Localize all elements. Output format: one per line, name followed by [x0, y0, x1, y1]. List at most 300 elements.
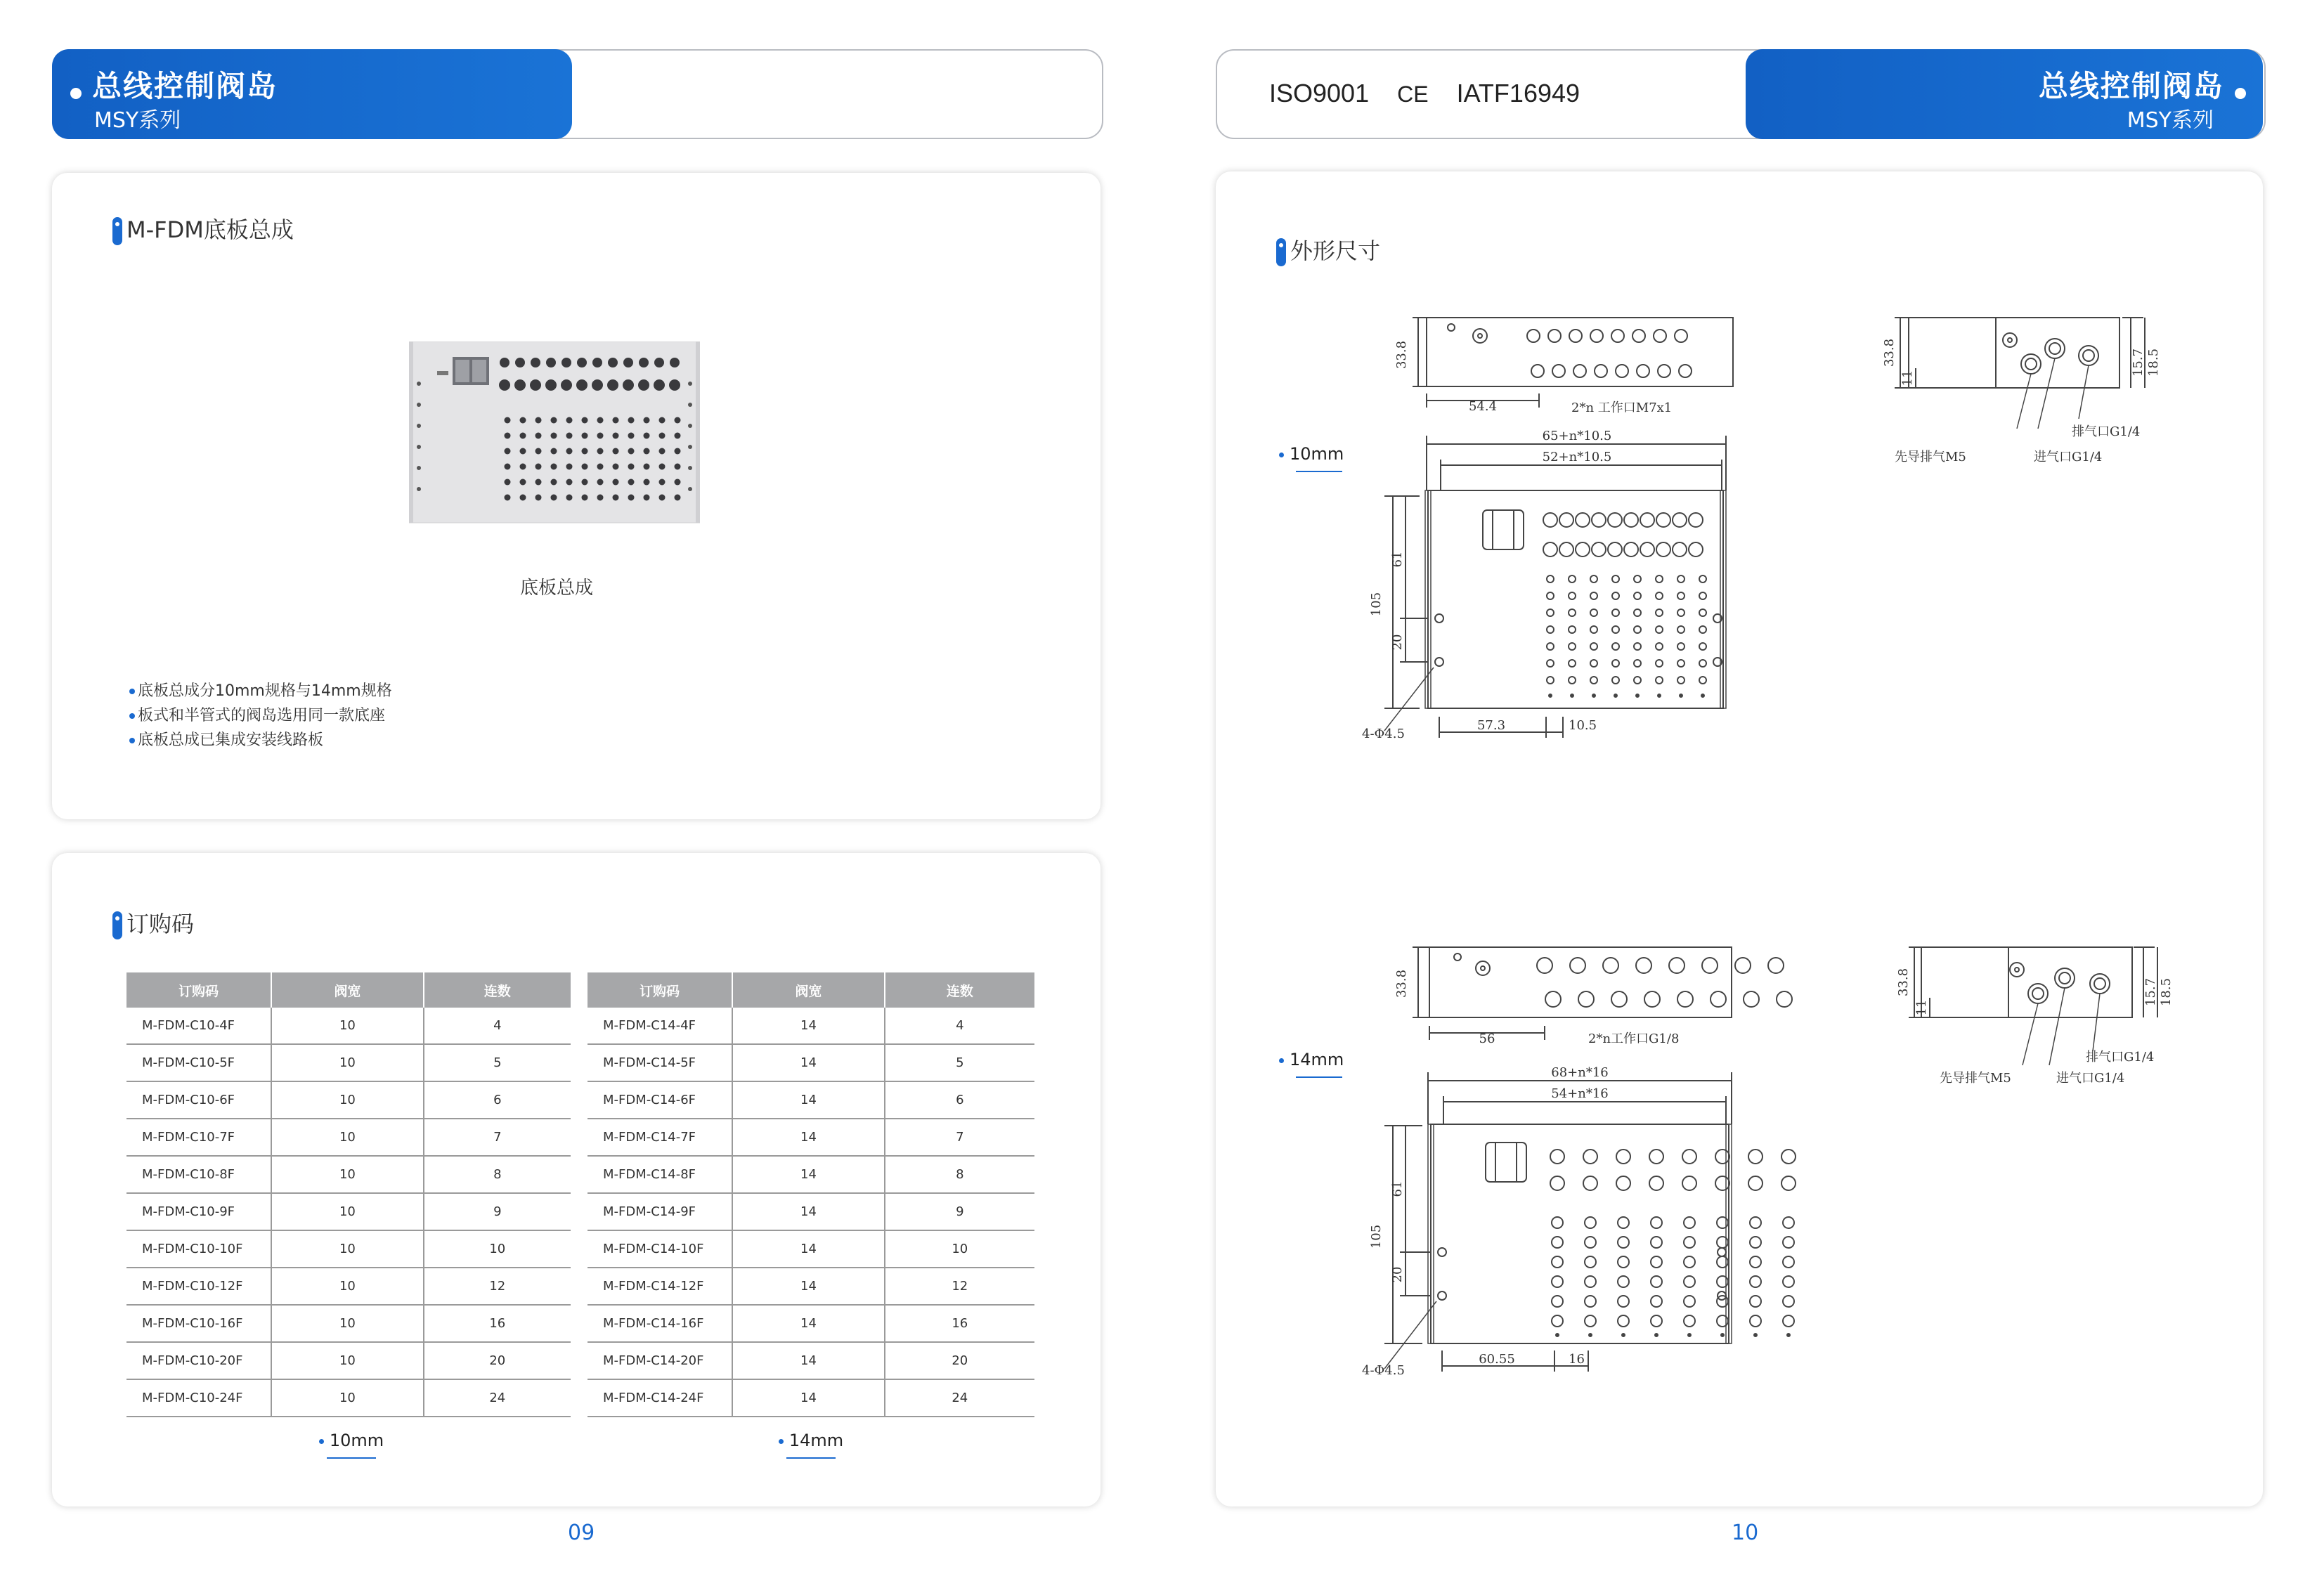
bullet-item: 板式和半管式的阀岛选用同一款底座 [129, 703, 392, 728]
hole-mark [499, 379, 510, 391]
hole-mark [1651, 1315, 1662, 1327]
hole-mark [505, 495, 511, 501]
table-row [126, 1305, 571, 1342]
hole-mark [417, 424, 421, 428]
hole-mark [597, 433, 604, 439]
dim-lower-14: 20 [1390, 1266, 1405, 1283]
hole-mark [1699, 609, 1706, 616]
hole-mark [1684, 1315, 1695, 1327]
hole-mark [597, 479, 604, 486]
col-header-width: 阀宽 [732, 972, 884, 1008]
station-count-cell: 20 [885, 1342, 1034, 1379]
hole-mark [1543, 513, 1557, 527]
table-row [588, 1156, 1034, 1193]
hole-mark [551, 433, 557, 439]
hole-mark [688, 424, 692, 428]
hole-mark [1611, 330, 1624, 342]
hole-mark [1547, 677, 1554, 684]
hole-mark [1744, 991, 1759, 1007]
hole-mark [675, 448, 681, 455]
hole-mark [1649, 1176, 1663, 1190]
hole-mark [1656, 626, 1663, 633]
hole-mark [1573, 365, 1586, 377]
hole-mark [535, 433, 542, 439]
hole-mark [520, 464, 526, 470]
order-code-cell: M-FDM-C10-24F [126, 1379, 271, 1417]
table-row [588, 1230, 1034, 1268]
hole-mark [644, 464, 650, 470]
left-header-subtitle: MSY系列 [94, 108, 181, 133]
table-row [126, 1156, 571, 1193]
header-dot-icon [2235, 88, 2246, 99]
hole-mark [1595, 365, 1607, 377]
hole-mark [1632, 330, 1645, 342]
valve-width-cell: 10 [271, 1379, 423, 1417]
drawing-10mm [1307, 295, 2179, 752]
hole-mark [505, 479, 511, 486]
hole-mark [1547, 592, 1554, 599]
station-count-cell: 7 [885, 1119, 1034, 1156]
hole-mark [417, 445, 421, 449]
hole-mark [1677, 643, 1684, 650]
hole-mark [1640, 513, 1654, 527]
station-count-cell: 16 [424, 1305, 571, 1342]
hole-mark [1585, 1256, 1596, 1268]
table-row [126, 1379, 571, 1417]
hole-mark [1559, 542, 1573, 557]
hole-mark [1684, 1237, 1695, 1248]
side-r1-10: 15.7 [2131, 348, 2146, 377]
hole-mark [675, 479, 681, 486]
valve-width-cell: 10 [271, 1305, 423, 1342]
side-exhaust-10: 排气口G1/4 [2072, 424, 2141, 439]
hole-mark [1701, 694, 1704, 697]
hole-mark [566, 464, 573, 470]
hole-mark [623, 358, 633, 367]
hole-mark [613, 464, 619, 470]
hole-mark [1677, 575, 1684, 583]
hole-mark [1585, 1237, 1596, 1248]
order-code-cell: M-FDM-C14-5F [588, 1044, 732, 1081]
col-header-width: 阀宽 [271, 972, 423, 1008]
hole-mark [1754, 1334, 1757, 1336]
hole-mark [1556, 1334, 1559, 1336]
hole-mark [1783, 1217, 1794, 1228]
left-header-banner [52, 49, 572, 139]
station-count-cell: 4 [424, 1008, 571, 1044]
hole-mark [1656, 542, 1670, 557]
hole-mark [1658, 365, 1670, 377]
order-code-cell: M-FDM-C10-5F [126, 1044, 271, 1081]
hole-mark [582, 448, 588, 455]
hole-mark [1569, 677, 1576, 684]
cert-row [1269, 79, 1580, 108]
order-code-cell: M-FDM-C14-12F [588, 1268, 732, 1305]
hole-mark [1608, 513, 1622, 527]
valve-width-cell: 10 [271, 1156, 423, 1193]
hole-mark [597, 495, 604, 501]
col-header-code: 订购码 [126, 972, 271, 1008]
dim-height-14: 33.8 [1394, 969, 1409, 998]
hole-mark [1656, 660, 1663, 667]
hole-mark [577, 358, 587, 367]
valve-width-cell: 14 [732, 1305, 884, 1342]
hole-mark [659, 417, 666, 424]
hole-mark [535, 464, 542, 470]
hole-mark [1612, 660, 1619, 667]
order-section-title: 订购码 [112, 906, 194, 939]
valve-width-cell: 14 [732, 1156, 884, 1193]
hole-mark [1651, 1237, 1662, 1248]
hole-mark [1699, 643, 1706, 650]
dim-overall-10: 65+n*10.5 [1542, 429, 1612, 443]
station-count-cell: 5 [424, 1044, 571, 1081]
hole-mark [1543, 542, 1557, 557]
hole-mark [566, 495, 573, 501]
table-row [126, 1193, 571, 1230]
hole-mark [551, 479, 557, 486]
hole-mark [1569, 330, 1582, 342]
hole-mark [1682, 1150, 1696, 1164]
hole-mark [1735, 958, 1751, 973]
dim-height-10: 33.8 [1394, 340, 1409, 370]
hole-mark [1636, 958, 1651, 973]
hole-mark [417, 403, 421, 407]
page-number-left: 09 [568, 1521, 595, 1545]
hole-mark [1699, 592, 1706, 599]
hole-mark [1585, 1315, 1596, 1327]
hole-mark [520, 448, 526, 455]
table-row [588, 1379, 1034, 1417]
valve-width-cell: 10 [271, 1119, 423, 1156]
dim-port-note-14: 2*n工作口G1/8 [1588, 1031, 1680, 1046]
hole-mark [1777, 991, 1792, 1007]
hole-mark [1612, 609, 1619, 616]
hole-mark [1549, 694, 1552, 697]
table-row [588, 1342, 1034, 1379]
table-row [588, 1193, 1034, 1230]
dim-label-14mm: 14mm [1279, 1050, 1349, 1078]
hole-mark [1590, 643, 1597, 650]
hole-mark [1783, 1276, 1794, 1287]
hole-mark [535, 417, 542, 424]
hole-mark [675, 464, 681, 470]
hole-mark [1618, 1256, 1629, 1268]
hole-mark [1644, 991, 1660, 1007]
hole-mark [644, 433, 650, 439]
hole-mark [1688, 1334, 1691, 1336]
hole-mark [1673, 542, 1687, 557]
side-inlet-10: 进气口G1/4 [2034, 450, 2103, 464]
hole-mark [1547, 626, 1554, 633]
hole-mark [1750, 1296, 1761, 1307]
hole-mark [1669, 958, 1684, 973]
hole-mark [1569, 660, 1576, 667]
dim-holes-14: 4-Φ4.5 [1362, 1363, 1405, 1378]
hole-mark [1624, 542, 1638, 557]
hole-mark [1689, 542, 1703, 557]
hole-mark [688, 487, 692, 491]
hole-mark [1590, 592, 1597, 599]
hole-mark [1552, 1276, 1563, 1287]
hole-mark [535, 495, 542, 501]
hole-mark [1552, 1296, 1563, 1307]
hole-mark [1783, 1315, 1794, 1327]
bullet-dot-icon [129, 689, 135, 694]
hole-mark [592, 379, 603, 391]
hole-mark [535, 448, 542, 455]
hole-mark [1715, 1176, 1729, 1190]
order-code-cell: M-FDM-C10-6F [126, 1081, 271, 1119]
hole-mark [1571, 694, 1573, 697]
hole-mark [1651, 1276, 1662, 1287]
hole-mark [582, 417, 588, 424]
hole-mark [1603, 958, 1618, 973]
dim-pitch-10: 10.5 [1569, 718, 1597, 733]
hole-mark [1677, 626, 1684, 633]
hole-mark [1527, 330, 1540, 342]
hole-mark [417, 382, 421, 386]
hole-mark [1787, 1334, 1790, 1336]
hole-mark [1612, 575, 1619, 583]
section-marker-icon [112, 217, 122, 245]
hole-mark [628, 479, 635, 486]
hole-mark [1547, 660, 1554, 667]
label-dot-icon [1279, 1058, 1284, 1063]
order-code-cell: M-FDM-C14-16F [588, 1305, 732, 1342]
order-code-cell: M-FDM-C14-6F [588, 1081, 732, 1119]
hole-mark [1675, 330, 1687, 342]
table-row [126, 1008, 571, 1044]
hole-mark [613, 433, 619, 439]
hole-mark [1570, 958, 1585, 973]
hole-mark [654, 358, 664, 367]
station-count-cell: 9 [424, 1193, 571, 1230]
order-code-cell: M-FDM-C10-20F [126, 1342, 271, 1379]
dim-inner-10: 52+n*10.5 [1542, 450, 1612, 464]
hole-mark [638, 379, 649, 391]
hole-mark [1710, 991, 1726, 1007]
label-dot-icon [1279, 453, 1284, 457]
hole-mark [613, 448, 619, 455]
table-row [126, 1044, 571, 1081]
hole-mark [1702, 958, 1718, 973]
hole-mark [1715, 1150, 1729, 1164]
table-row [588, 1119, 1034, 1156]
hole-mark [1750, 1237, 1761, 1248]
hole-mark [1682, 1176, 1696, 1190]
hole-mark [1611, 991, 1627, 1007]
hole-mark [1618, 1237, 1629, 1248]
hole-mark [1677, 592, 1684, 599]
hole-mark [1590, 677, 1597, 684]
hole-mark [644, 495, 650, 501]
hole-mark [1699, 626, 1706, 633]
station-count-cell: 6 [424, 1081, 571, 1119]
hole-mark [628, 417, 635, 424]
hole-mark [1750, 1315, 1761, 1327]
dim-label-10mm: 10mm [1279, 444, 1349, 472]
order-code-cell: M-FDM-C14-7F [588, 1119, 732, 1156]
side-pilot-14: 先导排气M5 [1940, 1071, 2011, 1086]
valve-width-cell: 10 [271, 1230, 423, 1268]
dim-bottom-left-10: 57.3 [1476, 718, 1506, 733]
order-code-cell: M-FDM-C14-10F [588, 1230, 732, 1268]
col-header-count: 连数 [424, 972, 571, 1008]
table-label-10mm: 10mm [295, 1431, 408, 1459]
hole-mark [675, 433, 681, 439]
station-count-cell: 4 [885, 1008, 1034, 1044]
valve-width-cell: 14 [732, 1342, 884, 1379]
hole-mark [1634, 660, 1641, 667]
hole-mark [597, 464, 604, 470]
label-dot-icon [319, 1439, 324, 1444]
hole-mark [1612, 643, 1619, 650]
hole-mark [1618, 1296, 1629, 1307]
hole-mark [688, 466, 692, 470]
hole-mark [1634, 677, 1641, 684]
hole-mark [566, 417, 573, 424]
hole-mark [582, 464, 588, 470]
hole-mark [535, 479, 542, 486]
hole-mark [608, 358, 618, 367]
cert-iso: ISO9001 [1269, 79, 1370, 108]
valve-width-cell: 14 [732, 1193, 884, 1230]
hole-mark [1699, 660, 1706, 667]
side-inlet-14: 进气口G1/4 [2056, 1071, 2125, 1086]
side-r1-14: 15.7 [2143, 977, 2158, 1007]
table-label-14mm: 14mm [755, 1431, 867, 1459]
drawing-14mm [1307, 913, 2179, 1391]
dim-bottom-left-14: 60.55 [1479, 1352, 1515, 1367]
dim-left-len-10: 54.4 [1468, 399, 1498, 414]
hole-mark [1547, 643, 1554, 650]
hole-mark [1616, 1176, 1630, 1190]
table-row [126, 1342, 571, 1379]
side-r2-14: 18.5 [2159, 977, 2174, 1007]
hole-mark [613, 495, 619, 501]
hole-mark [1658, 694, 1661, 697]
hole-mark [1552, 1217, 1563, 1228]
hole-mark [1634, 575, 1641, 583]
section-marker-icon [1276, 238, 1286, 266]
hole-mark [597, 448, 604, 455]
hole-mark [1748, 1176, 1763, 1190]
station-count-cell: 7 [424, 1119, 571, 1156]
order-code-cell: M-FDM-C14-8F [588, 1156, 732, 1193]
dim-left-len-14: 56 [1479, 1031, 1495, 1046]
hole-mark [1622, 1334, 1625, 1336]
hole-mark [500, 358, 509, 367]
side-h-10: 33.8 [1882, 338, 1897, 367]
right-header-title: 总线控制阀岛 [2038, 69, 2224, 103]
right-header-banner [1746, 49, 2263, 139]
hole-mark [582, 495, 588, 501]
hole-mark [1590, 626, 1597, 633]
hole-mark [607, 379, 618, 391]
left-header-title: 总线控制阀岛 [92, 69, 278, 103]
valve-width-cell: 10 [271, 1342, 423, 1379]
hole-mark [1655, 1334, 1658, 1336]
hole-mark [520, 417, 526, 424]
hole-mark [1684, 1296, 1695, 1307]
table-row [588, 1081, 1034, 1119]
hole-mark [1750, 1256, 1761, 1268]
hole-mark [1559, 513, 1573, 527]
order-code-cell: M-FDM-C10-9F [126, 1193, 271, 1230]
hole-mark [1634, 643, 1641, 650]
hole-mark [1552, 365, 1565, 377]
hole-mark [520, 495, 526, 501]
hole-mark [613, 479, 619, 486]
hole-mark [566, 448, 573, 455]
hole-mark [1684, 1256, 1695, 1268]
hole-mark [1531, 365, 1544, 377]
hole-mark [551, 417, 557, 424]
hole-mark [1590, 609, 1597, 616]
hole-mark [688, 445, 692, 449]
hole-mark [1545, 991, 1561, 1007]
side-exhaust-14: 排气口G1/4 [2086, 1050, 2155, 1065]
hole-mark [1608, 542, 1622, 557]
table-row [126, 1081, 571, 1119]
hole-mark [1721, 1334, 1724, 1336]
hole-mark [520, 479, 526, 486]
hole-mark [659, 433, 666, 439]
station-count-cell: 24 [424, 1379, 571, 1417]
hole-mark [505, 417, 511, 424]
hole-mark [1677, 677, 1684, 684]
station-count-cell: 24 [885, 1379, 1034, 1417]
table-row [126, 1230, 571, 1268]
hole-mark [644, 417, 650, 424]
hole-mark [1748, 1150, 1763, 1164]
hole-mark [1618, 1315, 1629, 1327]
hole-mark [561, 379, 572, 391]
valve-width-cell: 10 [271, 1081, 423, 1119]
station-count-cell: 20 [424, 1342, 571, 1379]
hole-mark [1634, 592, 1641, 599]
hole-mark [628, 464, 635, 470]
dim-lower-10: 20 [1390, 634, 1405, 651]
hole-mark [659, 495, 666, 501]
hole-mark [628, 495, 635, 501]
hole-mark [417, 487, 421, 491]
order-code-cell: M-FDM-C10-10F [126, 1230, 271, 1268]
page-number-right: 10 [1732, 1521, 1759, 1545]
hole-mark [515, 358, 525, 367]
dim-upper-10: 61 [1390, 551, 1405, 568]
hole-mark [551, 495, 557, 501]
hole-mark [1569, 643, 1576, 650]
col-header-count: 连数 [885, 972, 1034, 1008]
valve-width-cell: 14 [732, 1119, 884, 1156]
hole-mark [688, 403, 692, 407]
order-table-10mm [126, 972, 571, 1417]
valve-width-cell: 14 [732, 1230, 884, 1268]
hole-mark [1552, 1237, 1563, 1248]
hole-mark [1592, 694, 1595, 697]
dim-port-note-10: 2*n 工作口M7x1 [1571, 401, 1673, 415]
hole-mark [1585, 1276, 1596, 1287]
base-bullets [129, 679, 392, 753]
hole-mark [1677, 609, 1684, 616]
hole-mark [531, 358, 540, 367]
station-count-cell: 12 [424, 1268, 571, 1305]
valve-width-cell: 14 [732, 1081, 884, 1119]
station-count-cell: 12 [885, 1268, 1034, 1305]
photo-caption: 底板总成 [520, 578, 594, 599]
